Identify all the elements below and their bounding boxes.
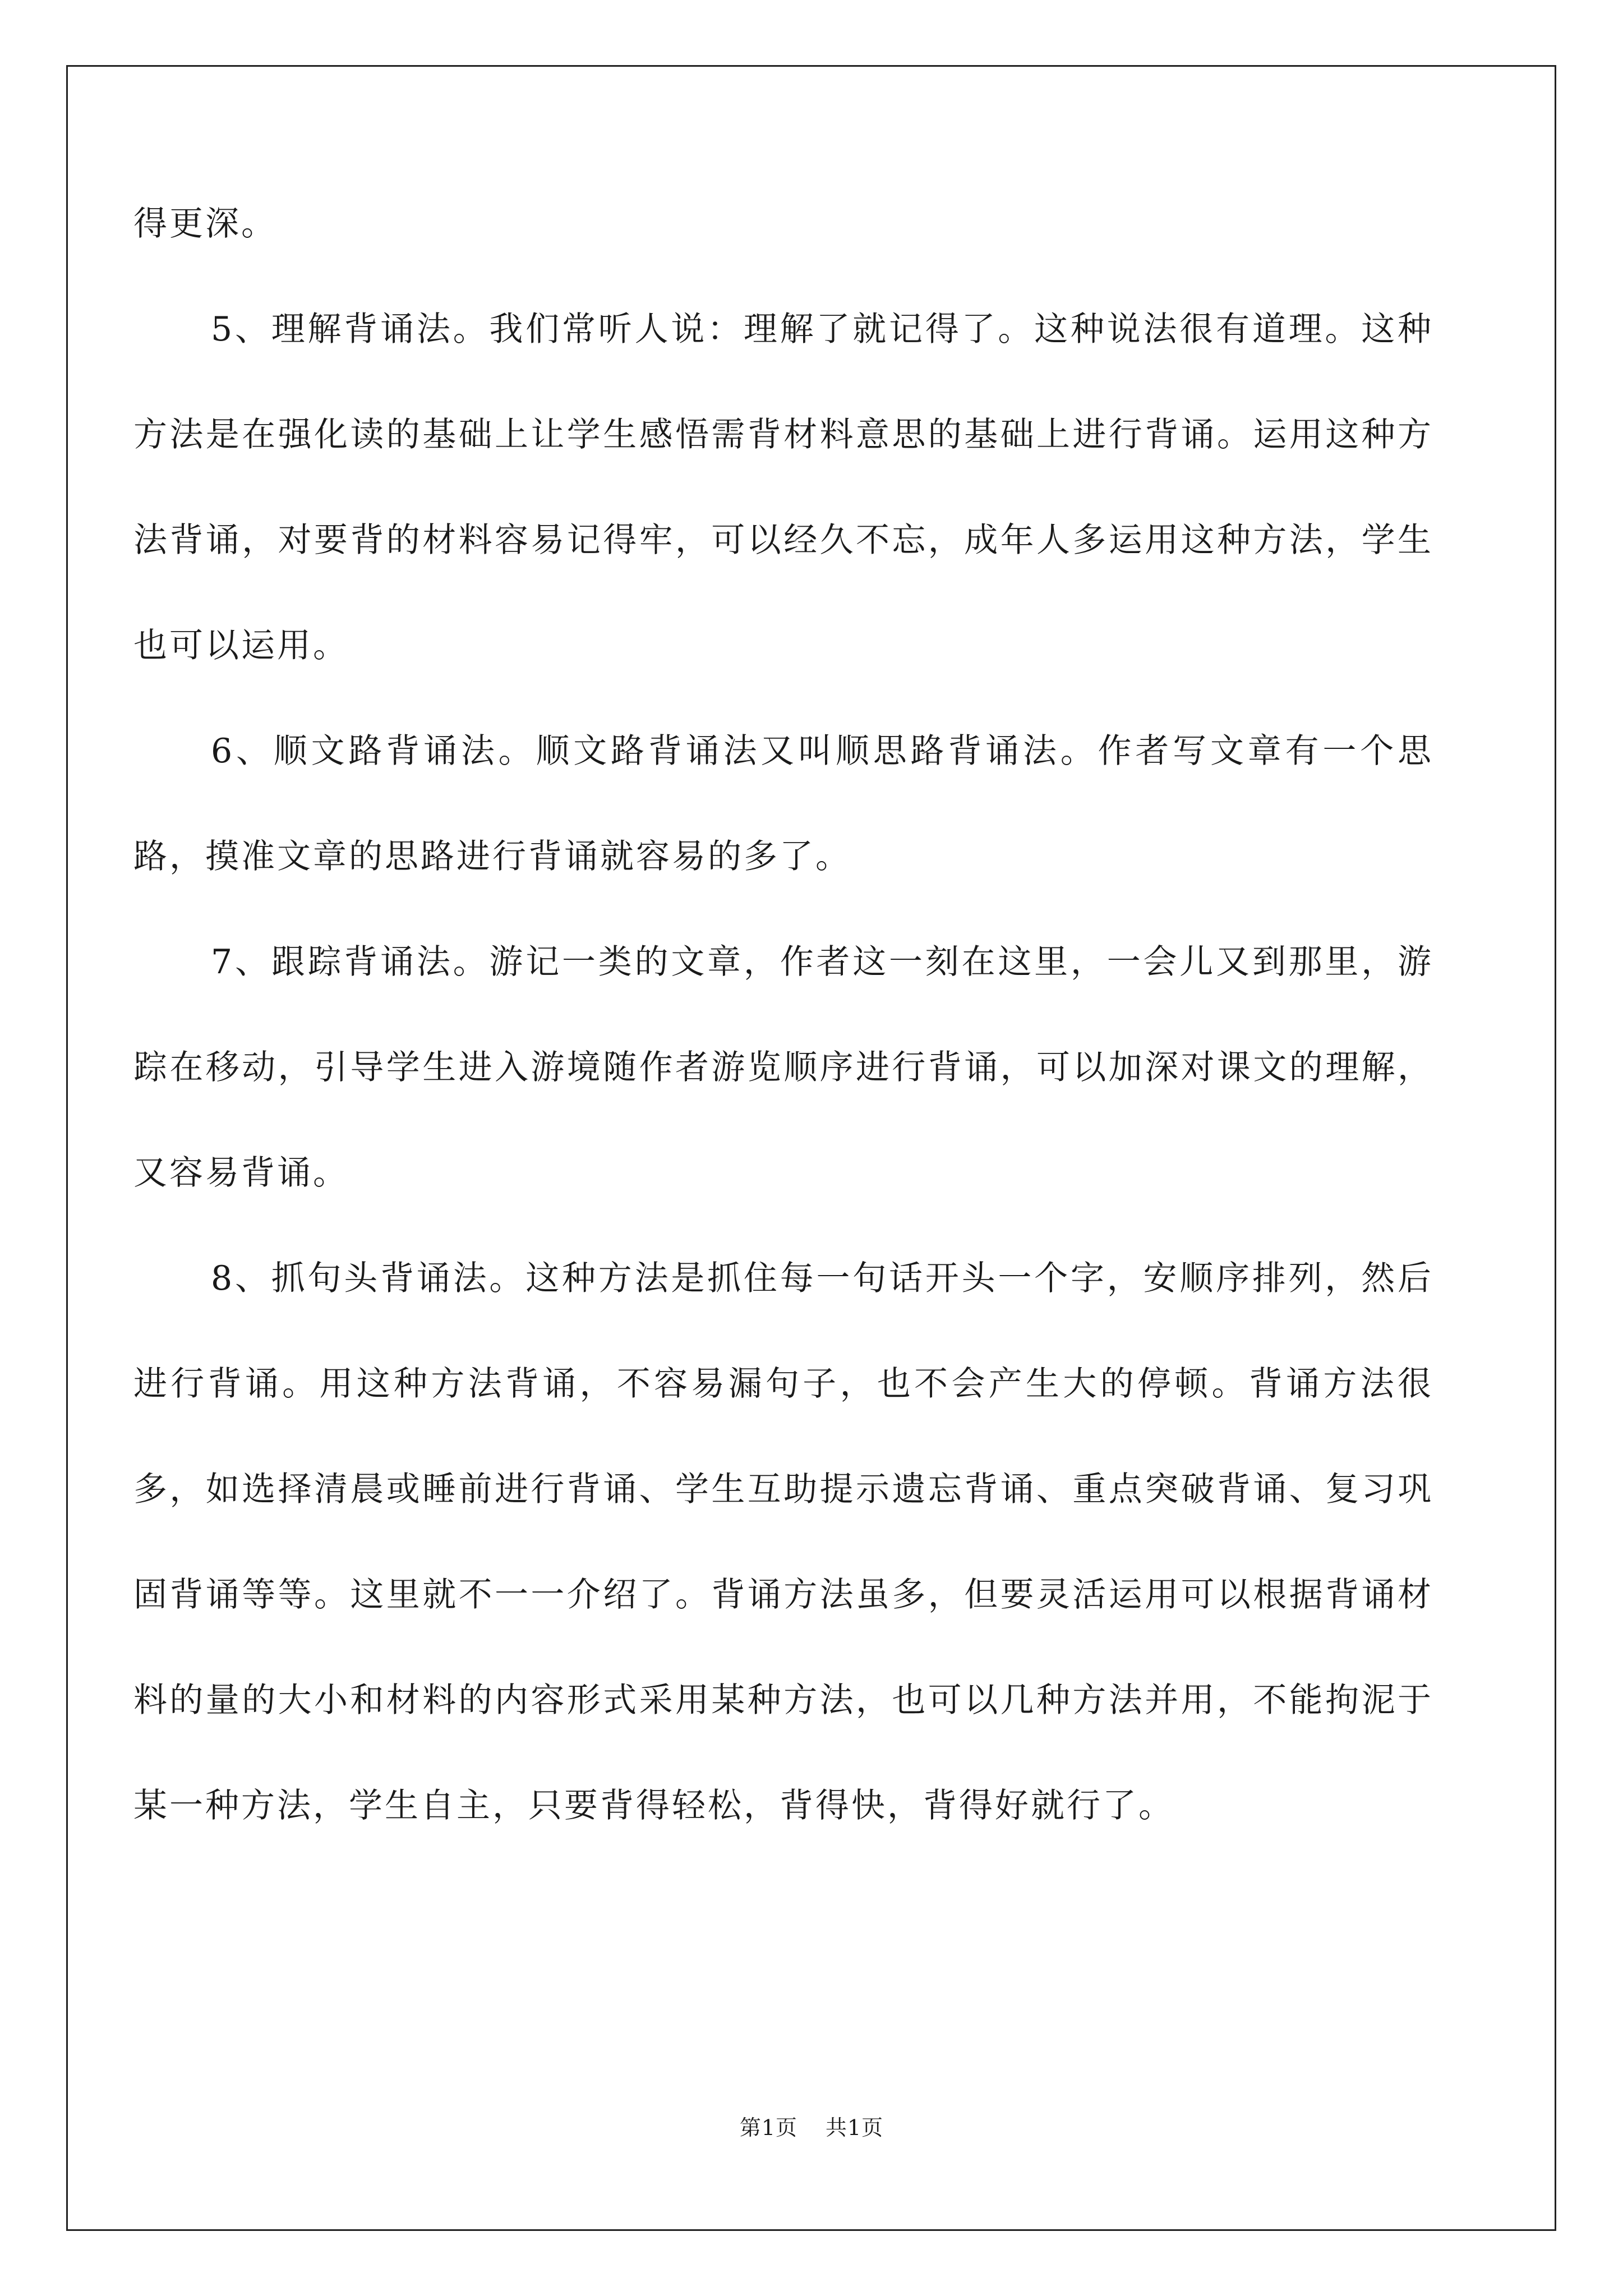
document-body bbox=[133, 171, 1433, 1858]
paragraph-continuation: 得更深。 bbox=[133, 204, 277, 243]
paragraph-method-8: 8、抓句头背诵法。这种方法是抓住每一句话开头一个字，安顺序排列，然后进行背诵。用这种方法背诵，不容易漏句子，也不会产生大的停顿。背诵方法很多，如选择清晨或睡前进行背诵、学生互助提示遗忘背诵、重点突破背诵、复习巩固背诵等等。这里就不一一介绍了。背诵方法虽多，但要灵活运用可以根据背诵材料的量的大小和材料的内容形式采用某种方法，也可以几种方法并用，不能拘泥于某一种方法，学生自主，只要背得轻松，背得快，背得好就行了。 bbox=[133, 1259, 1433, 1825]
page-total: 共1页 bbox=[826, 2115, 884, 2140]
paragraph-method-6: 6、顺文路背诵法。顺文路背诵法又叫顺思路背诵法。作者写文章有一个思路，摸准文章的思路进行背诵就容易的多了。 bbox=[133, 731, 1433, 876]
page-number: 第1页 bbox=[739, 2115, 797, 2140]
paragraph-method-5: 5、理解背诵法。我们常听人说：理解了就记得了。这种说法很有道理。这种方法是在强化读的基础上让学生感悟需背材料意思的基础上进行背诵。运用这种方法背诵，对要背的材料容易记得牢，可以经久不忘，成年人多运用这种方法，学生也可以运用。 bbox=[133, 310, 1433, 665]
page-footer bbox=[0, 2114, 1623, 2142]
paragraph-method-7: 7、跟踪背诵法。游记一类的文章，作者这一刻在这里，一会儿又到那里，游踪在移动，引导学生进入游境随作者游览顺序进行背诵，可以加深对课文的理解，又容易背诵。 bbox=[133, 942, 1433, 1193]
